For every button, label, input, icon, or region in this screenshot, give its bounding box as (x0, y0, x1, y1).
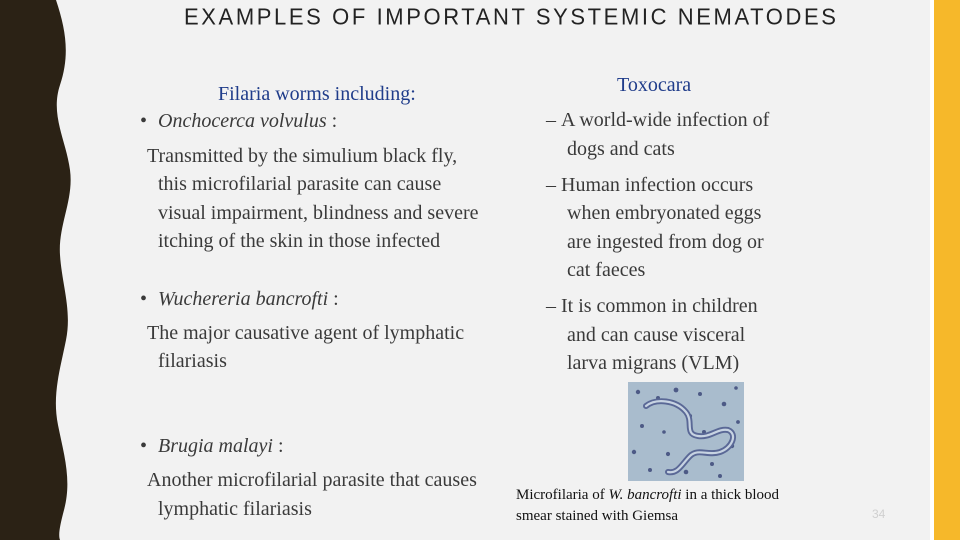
toxocara-point-3-line-3: larva migrans (VLM) (567, 352, 740, 374)
onchocerca-suffix: : (326, 110, 338, 132)
onchocerca-desc-line-1: Transmitted by the simulium black fly, (147, 145, 458, 167)
point-text: It is common in children (561, 295, 758, 317)
microfilaria-image (628, 382, 744, 481)
toxocara-point-3-line-1 (546, 292, 758, 320)
brugia-desc-line-2: lymphatic filariasis (158, 498, 312, 520)
toxocara-point-1-line-1 (546, 106, 769, 134)
onchocerca-desc-line-3: visual impairment, blindness and severe (158, 202, 479, 224)
toxocara-point-3-line-2: and can cause visceral (567, 324, 746, 346)
dash-marker: – (546, 109, 556, 131)
wuchereria-suffix: : (328, 288, 339, 310)
onchocerca-desc-line-2: this microfilarial parasite can cause (158, 173, 442, 195)
brugia-bullet (140, 432, 284, 460)
filaria-heading: Filaria worms including: (218, 83, 416, 105)
wuchereria-desc-line-2: filariasis (158, 350, 227, 372)
toxocara-point-1-line-2: dogs and cats (567, 138, 675, 160)
toxocara-point-2-line-4: cat faeces (567, 259, 646, 281)
onchocerca-bullet (140, 107, 337, 135)
slide-title: EXAMPLES OF IMPORTANT SYSTEMIC NEMATODES (184, 3, 839, 30)
caption-line-1 (516, 485, 779, 506)
caption-prefix: Microfilaria of (516, 487, 609, 503)
toxocara-point-2-line-1 (546, 171, 753, 199)
bullet-marker: • (140, 110, 148, 132)
microfilaria-illustration (628, 382, 744, 481)
caption-suffix: in a thick blood (681, 487, 780, 503)
dash-marker: – (546, 174, 556, 196)
right-accent-band (934, 0, 960, 540)
slide-number: 34 (872, 507, 886, 521)
onchocerca-desc-line-4: itching of the skin in those infected (158, 230, 441, 252)
bullet-marker: • (140, 435, 148, 457)
brugia-name: Brugia malayi (158, 435, 273, 457)
brugia-suffix: : (273, 435, 284, 457)
bullet-marker: • (140, 288, 148, 310)
caption-species: W. bancrofti (608, 487, 682, 503)
caption-line-2: smear stained with Giemsa (516, 508, 679, 524)
wuchereria-desc-line-1: The major causative agent of lymphatic (147, 322, 465, 344)
toxocara-heading: Toxocara (617, 74, 692, 96)
toxocara-point-2-line-2: when embryonated eggs (567, 202, 762, 224)
wuchereria-name: Wuchereria bancrofti (158, 288, 329, 310)
left-decorative-band (0, 0, 80, 540)
wuchereria-bullet (140, 285, 339, 313)
dash-marker: – (546, 295, 556, 317)
toxocara-point-2-line-3: are ingested from dog or (567, 231, 764, 253)
onchocerca-name: Onchocerca volvulus (158, 110, 327, 132)
point-text: Human infection occurs (561, 174, 754, 196)
brugia-desc-line-1: Another microfilarial parasite that causes (147, 469, 477, 491)
point-text: A world-wide infection of (561, 109, 770, 131)
